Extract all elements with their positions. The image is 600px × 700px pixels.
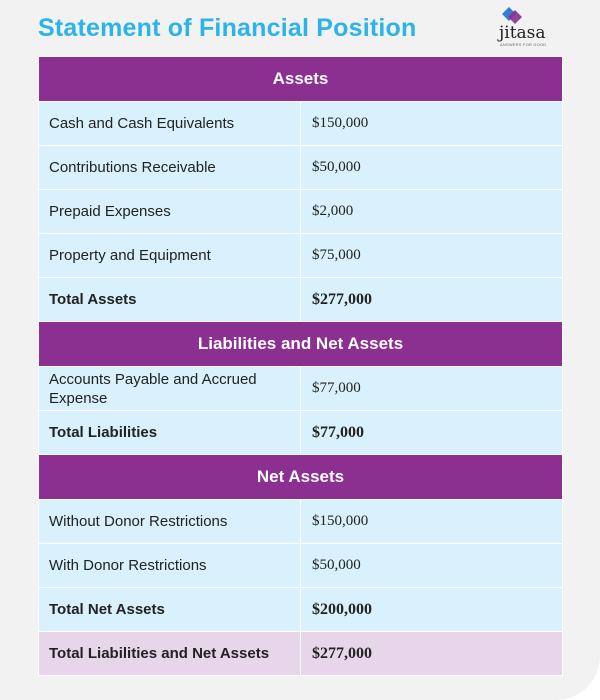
table-row [39, 367, 563, 411]
row-label: Total Liabilities [39, 411, 301, 455]
grand-total-row [39, 632, 563, 676]
row-label: With Donor Restrictions [39, 544, 301, 588]
row-label: Total Net Assets [39, 588, 301, 632]
row-value: $200,000 [301, 588, 563, 632]
row-label: Property and Equipment [39, 234, 301, 278]
page-title: Statement of Financial Position [38, 14, 417, 42]
row-label: Cash and Cash Equivalents [39, 102, 301, 146]
row-value: $2,000 [301, 190, 563, 234]
row-label: Total Assets [39, 278, 301, 322]
row-value: $75,000 [301, 234, 563, 278]
table-row [39, 234, 563, 278]
section-header-net-assets [39, 455, 563, 500]
row-label: Accounts Payable and Accrued Expense [39, 367, 301, 411]
row-label: Contributions Receivable [39, 146, 301, 190]
total-row [39, 588, 563, 632]
row-value: $77,000 [301, 367, 563, 411]
table-row [39, 146, 563, 190]
financial-table [38, 56, 563, 676]
jitasa-logo [497, 6, 553, 48]
table-row [39, 102, 563, 146]
section-header: Net Assets [39, 455, 563, 500]
row-value: $50,000 [301, 544, 563, 588]
section-header: Liabilities and Net Assets [39, 322, 563, 367]
row-value: $150,000 [301, 500, 563, 544]
row-label: Without Donor Restrictions [39, 500, 301, 544]
table-row [39, 544, 563, 588]
row-value: $77,000 [301, 411, 563, 455]
row-value: $150,000 [301, 102, 563, 146]
table-row [39, 500, 563, 544]
section-header-liabilities [39, 322, 563, 367]
section-header: Assets [39, 57, 563, 102]
row-label: Total Liabilities and Net Assets [39, 632, 301, 676]
row-value: $277,000 [301, 278, 563, 322]
total-row [39, 278, 563, 322]
row-value: $50,000 [301, 146, 563, 190]
logo-tagline: ANSWERS FOR GOOD [500, 42, 547, 47]
row-label: Prepaid Expenses [39, 190, 301, 234]
total-row [39, 411, 563, 455]
section-header-assets [39, 57, 563, 102]
logo-wordmark: jitasa [499, 23, 546, 43]
row-value: $277,000 [301, 632, 563, 676]
table-row [39, 190, 563, 234]
